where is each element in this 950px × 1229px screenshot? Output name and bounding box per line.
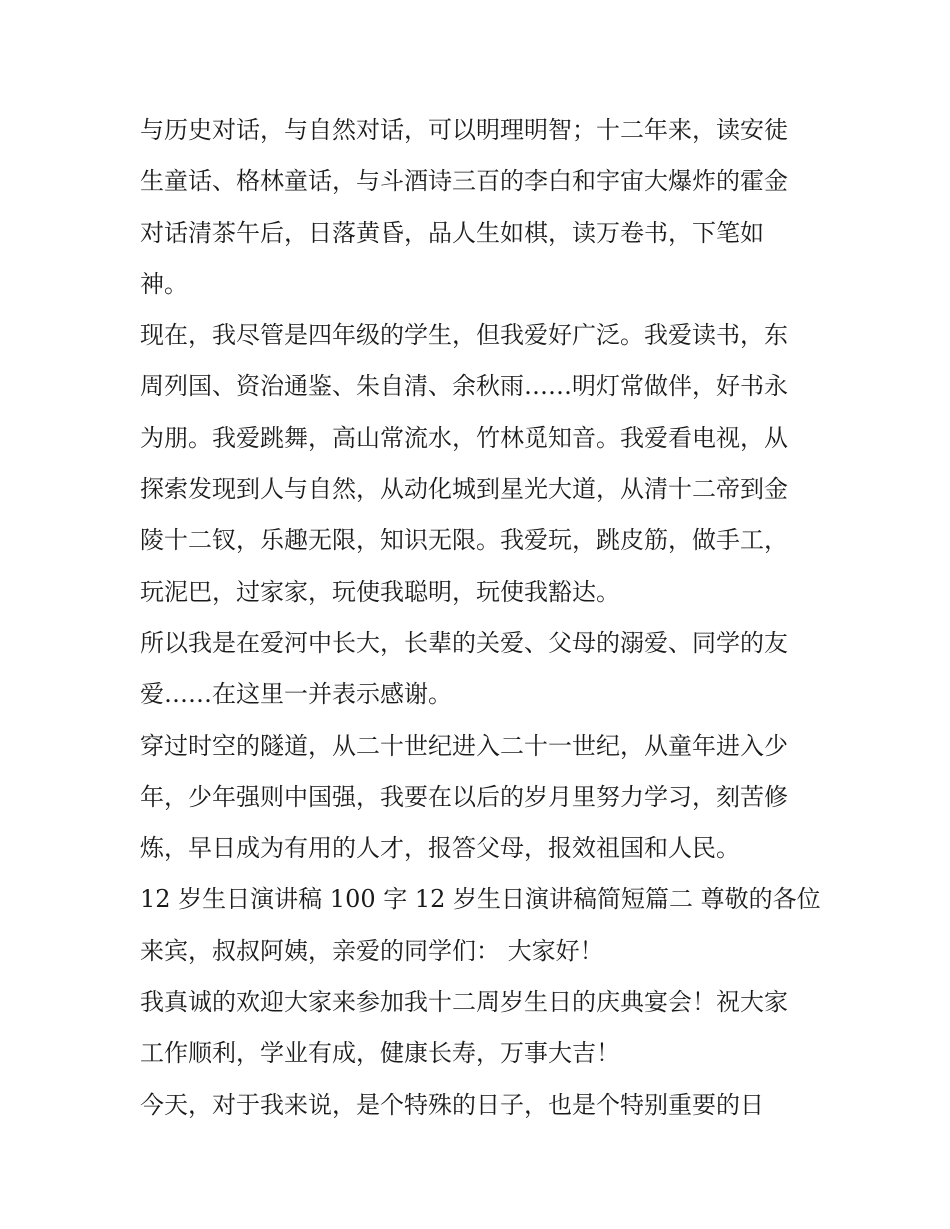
text-line: 生童话、格林童话，与斗酒诗三百的李白和宇宙大爆炸的霍金 (140, 167, 788, 196)
document-body (140, 105, 820, 1131)
text-line: 与历史对话，与自然对话，可以明理明智；十二年来，读安徒 (140, 116, 788, 144)
text-line: 年，少年强则中国强，我要在以后的岁月里努力学习，刻苦修 (140, 782, 788, 811)
text-line: 工作顺利，学业有成，健康长寿，万事大吉！ (140, 1039, 620, 1068)
text-line: 对话清茶午后，日落黄昏，品人生如棋，读万卷书，下笔如 (140, 218, 764, 247)
text-line: 现在，我尽管是四年级的学生，但我爱好广泛。我爱读书，东 (140, 321, 788, 350)
text-line: 穿过时空的隧道，从二十世纪进入二十一世纪，从童年进入少 (140, 731, 788, 760)
text-line: 爱……在这里一并表示感谢。 (140, 680, 452, 709)
text-line: 炼，早日成为有用的人才，报答父母，报效祖国和人民。 (140, 834, 740, 863)
text-line: 神。 (140, 269, 188, 298)
text-line: 玩泥巴，过家家，玩使我聪明，玩使我豁达。 (140, 577, 620, 606)
text-line: 周列国、资治通鉴、朱自清、余秋雨……明灯常做伴，好书永 (140, 372, 788, 401)
text-line: 为朋。我爱跳舞，高山常流水，竹林觅知音。我爱看电视，从 (140, 423, 788, 452)
text-line: 来宾，叔叔阿姨，亲爱的同学们： 大家好！ (140, 936, 604, 965)
text-line: 今天，对于我来说，是个特殊的日子，也是个特别重要的日 (140, 1090, 764, 1119)
text-line: 探索发现到人与自然，从动化城到星光大道，从清十二帝到金 (140, 475, 788, 504)
text-line: 所以我是在爱河中长大，长辈的关爱、父母的溺爱、同学的友 (140, 628, 788, 657)
text-line: 我真诚的欢迎大家来参加我十二周岁生日的庆典宴会！祝大家 (140, 988, 788, 1017)
text-line: 12 岁生日演讲稿 100 字 12 岁生日演讲稿简短篇二 尊敬的各位 (140, 885, 821, 914)
text-line: 陵十二钗，乐趣无限，知识无限。我爱玩，跳皮筋，做手工， (140, 526, 788, 555)
